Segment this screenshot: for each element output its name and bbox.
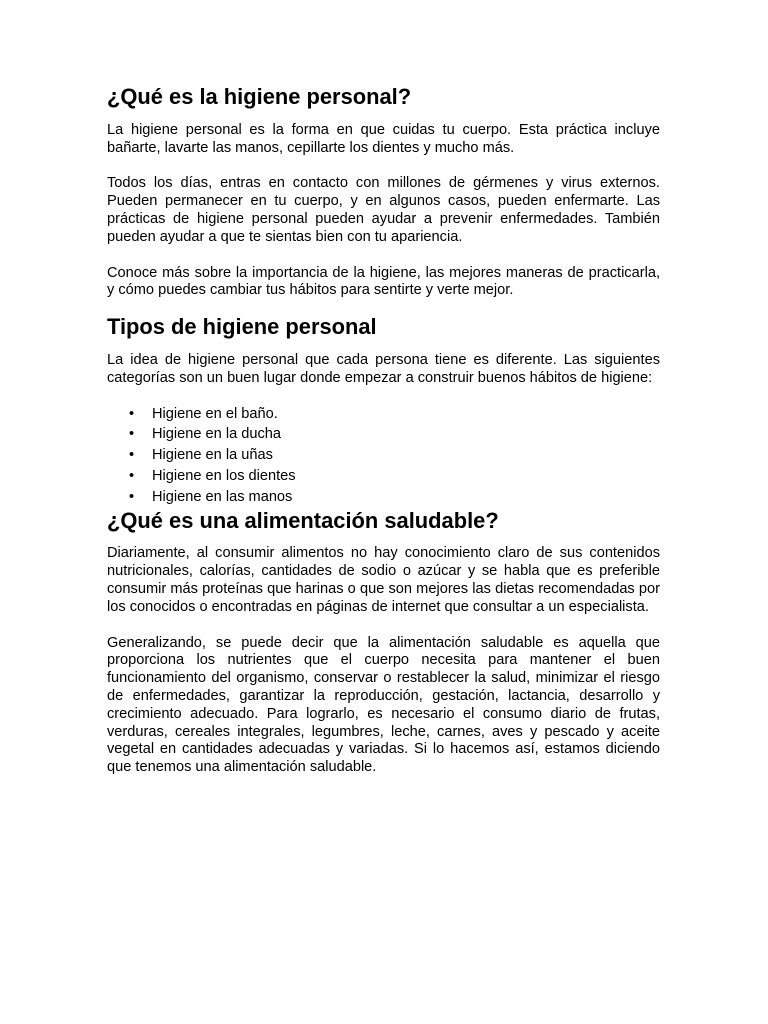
paragraph-conoce-mas: Conoce más sobre la importancia de la higiene, las mejores maneras de practicarla, y cómo puedes cambiar tus hábitos para sentirte y verte mejor.	[107, 264, 660, 299]
section-heading-tipos-higiene: Tipos de higiene personal	[107, 314, 377, 340]
section-heading-higiene-personal: ¿Qué es la higiene personal?	[107, 84, 412, 109]
list-item: • Higiene en la uñas	[107, 445, 660, 466]
paragraph-generalizando: Generalizando, se puede decir que la alimentación saludable es aquella que proporciona los nutrientes que el cuerpo necesita para mantener el buen funcionamiento del organismo, conservar o restablecer la salud, minimizar el riesgo de enfermedades, garantizar la reproducción, gestación, lactancia, desarrollo y crecimiento adecuado. Para lograrlo, es necesario el consumo diario de frutas, verduras, cereales integrales, legumbres, leche, carnes, aves y pescado y aceite vegetal en cantidades adecuadas y variadas. Si lo hacemos así, estamos diciendo que tenemos una alimentación saludable.	[107, 634, 660, 776]
list-item: • Higiene en la ducha	[107, 424, 660, 445]
paragraph-diariamente: Diariamente, al consumir alimentos no hay conocimiento claro de sus contenidos nutricionales, calorías, cantidades de sodio o azúcar y se habla que es preferible consumir más proteínas que harinas o que son mejores las dietas recomendadas por los conocidos o encontradas en páginas de internet que consultar a un especialista.	[107, 545, 660, 615]
paragraph-definicion-higiene: La higiene personal es la forma en que cuidas tu cuerpo. Esta práctica incluye bañarte, lavarte las manos, cepillarte los dientes y mucho más.	[107, 121, 660, 156]
list-item: • Higiene en los dientes	[107, 466, 660, 487]
section-heading-alimentacion: ¿Qué es una alimentación saludable?	[107, 507, 499, 533]
paragraph-idea-higiene: La idea de higiene personal que cada persona tiene es diferente. Las siguientes categorías son un buen lugar donde empezar a construir buenos hábitos de higiene:	[107, 351, 660, 386]
list-item: • Higiene en las manos	[107, 487, 660, 508]
list-item: • Higiene en el baño.	[107, 404, 660, 425]
document-page	[107, 84, 660, 777]
higiene-types-list	[107, 404, 660, 508]
paragraph-germenes: Todos los días, entras en contacto con millones de gérmenes y virus externos. Pueden permanecer en tu cuerpo, y en algunos casos, pueden enfermarte. Las prácticas de higiene personal pueden ayudar a prevenir enfermedades. También pueden ayudar a que te sientas bien con tu apariencia.	[107, 175, 660, 245]
